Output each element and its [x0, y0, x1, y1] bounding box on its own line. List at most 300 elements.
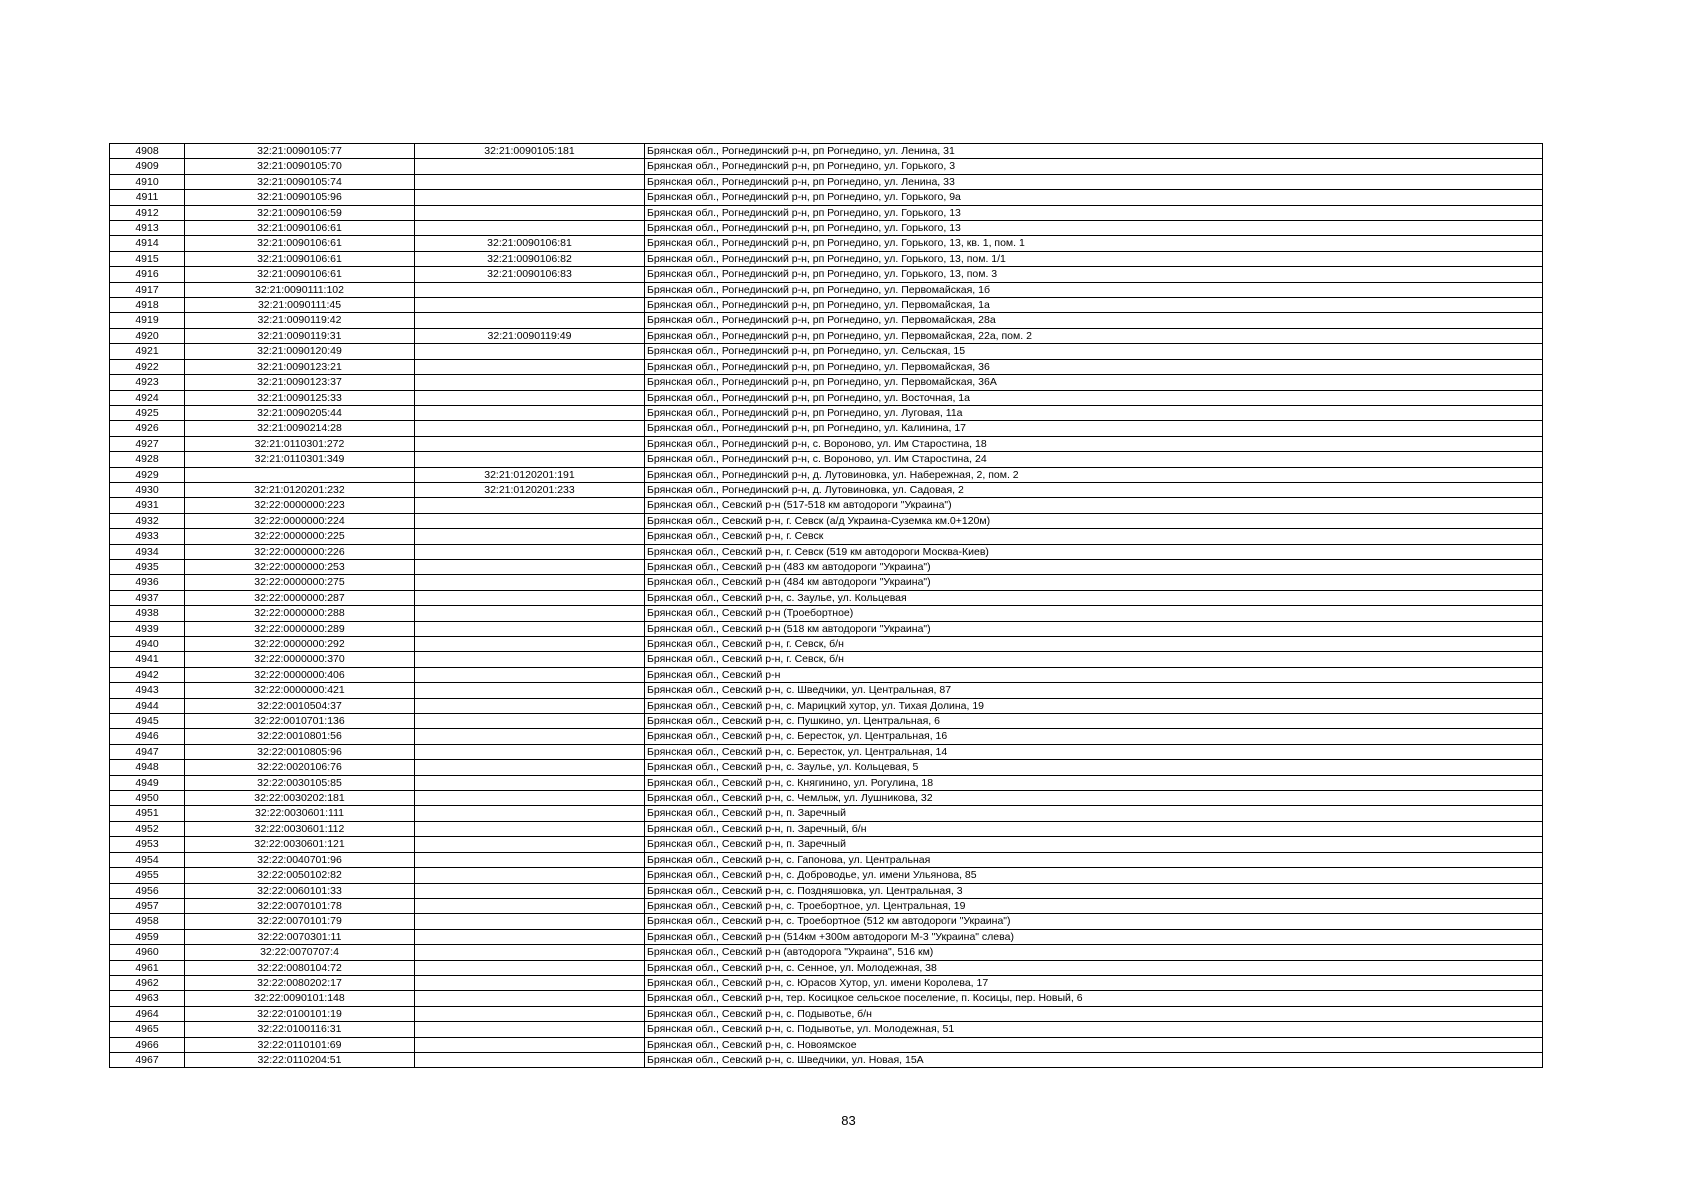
row-number-cell: 4930 — [110, 482, 185, 497]
address-cell: Брянская обл., Севский р-н, г. Севск — [645, 529, 1543, 544]
object-cadastral-number-cell — [415, 868, 645, 883]
cadastral-number-cell: 32:21:0090125:33 — [185, 390, 415, 405]
address-cell: Брянская обл., Севский р-н, п. Заречный — [645, 837, 1543, 852]
row-number-cell: 4944 — [110, 698, 185, 713]
cadastral-number-cell: 32:22:0030202:181 — [185, 791, 415, 806]
row-number-cell: 4953 — [110, 837, 185, 852]
address-cell: Брянская обл., Рогнединский р-н, рп Рогнедино, ул. Первомайская, 22а, пом. 2 — [645, 328, 1543, 343]
object-cadastral-number-cell — [415, 159, 645, 174]
row-number-cell: 4916 — [110, 267, 185, 282]
table-row — [110, 513, 1543, 528]
address-cell: Брянская обл., Севский р-н, г. Севск (519 км автодороги Москва-Киев) — [645, 544, 1543, 559]
address-cell: Брянская обл., Севский р-н, с. Бересток, ул. Центральная, 14 — [645, 744, 1543, 759]
row-number-cell: 4933 — [110, 529, 185, 544]
cadastral-number-cell: 32:22:0030105:85 — [185, 775, 415, 790]
row-number-cell: 4912 — [110, 205, 185, 220]
row-number-cell: 4918 — [110, 298, 185, 313]
cadastral-number-cell: 32:22:0000000:253 — [185, 559, 415, 574]
address-cell: Брянская обл., Севский р-н — [645, 667, 1543, 682]
registry-table-body — [110, 144, 1543, 1068]
cadastral-number-cell: 32:21:0090214:28 — [185, 421, 415, 436]
table-row — [110, 883, 1543, 898]
address-cell: Брянская обл., Севский р-н, г. Севск, б/н — [645, 652, 1543, 667]
row-number-cell: 4956 — [110, 883, 185, 898]
address-cell: Брянская обл., Севский р-н, г. Севск, б/н — [645, 637, 1543, 652]
cadastral-number-cell: 32:21:0090123:37 — [185, 375, 415, 390]
table-row — [110, 929, 1543, 944]
object-cadastral-number-cell — [415, 852, 645, 867]
table-row — [110, 775, 1543, 790]
row-number-cell: 4931 — [110, 498, 185, 513]
row-number-cell: 4941 — [110, 652, 185, 667]
row-number-cell: 4942 — [110, 667, 185, 682]
row-number-cell: 4927 — [110, 436, 185, 451]
table-row — [110, 868, 1543, 883]
object-cadastral-number-cell: 32:21:0090105:181 — [415, 144, 645, 159]
address-cell: Брянская обл., Рогнединский р-н, рп Рогнедино, ул. Горького, 13 — [645, 221, 1543, 236]
row-number-cell: 4926 — [110, 421, 185, 436]
address-cell: Брянская обл., Рогнединский р-н, рп Рогнедино, ул. Сельская, 15 — [645, 344, 1543, 359]
address-cell: Брянская обл., Рогнединский р-н, с. Вороново, ул. Им Старостина, 24 — [645, 452, 1543, 467]
row-number-cell: 4922 — [110, 359, 185, 374]
row-number-cell: 4949 — [110, 775, 185, 790]
cadastral-number-cell: 32:22:0110101:69 — [185, 1037, 415, 1052]
address-cell: Брянская обл., Рогнединский р-н, рп Рогнедино, ул. Калинина, 17 — [645, 421, 1543, 436]
table-row — [110, 590, 1543, 605]
row-number-cell: 4948 — [110, 760, 185, 775]
object-cadastral-number-cell — [415, 775, 645, 790]
row-number-cell: 4939 — [110, 621, 185, 636]
address-cell: Брянская обл., Севский р-н (Троебортное) — [645, 606, 1543, 621]
object-cadastral-number-cell: 32:21:0120201:233 — [415, 482, 645, 497]
address-cell: Брянская обл., Рогнединский р-н, д. Лутовиновка, ул. Набережная, 2, пом. 2 — [645, 467, 1543, 482]
table-row — [110, 190, 1543, 205]
row-number-cell: 4920 — [110, 328, 185, 343]
cadastral-number-cell: 32:21:0090105:77 — [185, 144, 415, 159]
cadastral-number-cell: 32:21:0110301:272 — [185, 436, 415, 451]
object-cadastral-number-cell — [415, 929, 645, 944]
cadastral-number-cell: 32:22:0030601:111 — [185, 806, 415, 821]
address-cell: Брянская обл., Рогнединский р-н, рп Рогнедино, ул. Горького, 13, кв. 1, пом. 1 — [645, 236, 1543, 251]
row-number-cell: 4967 — [110, 1052, 185, 1067]
address-cell: Брянская обл., Севский р-н (483 км автодороги "Украина") — [645, 559, 1543, 574]
cadastral-number-cell: 32:22:0000000:224 — [185, 513, 415, 528]
object-cadastral-number-cell — [415, 898, 645, 913]
table-row — [110, 683, 1543, 698]
row-number-cell: 4952 — [110, 821, 185, 836]
page-number: 83 — [841, 1113, 856, 1128]
address-cell: Брянская обл., Рогнединский р-н, рп Рогнедино, ул. Луговая, 11а — [645, 405, 1543, 420]
table-row — [110, 205, 1543, 220]
object-cadastral-number-cell — [415, 714, 645, 729]
object-cadastral-number-cell — [415, 1037, 645, 1052]
address-cell: Брянская обл., Севский р-н, с. Новоямское — [645, 1037, 1543, 1052]
object-cadastral-number-cell — [415, 744, 645, 759]
table-row — [110, 236, 1543, 251]
address-cell: Брянская обл., Рогнединский р-н, рп Рогнедино, ул. Горького, 9а — [645, 190, 1543, 205]
object-cadastral-number-cell — [415, 667, 645, 682]
cadastral-number-cell: 32:22:0050102:82 — [185, 868, 415, 883]
row-number-cell: 4937 — [110, 590, 185, 605]
cadastral-number-cell: 32:22:0020106:76 — [185, 760, 415, 775]
row-number-cell: 4936 — [110, 575, 185, 590]
cadastral-number-cell: 32:21:0090106:61 — [185, 267, 415, 282]
object-cadastral-number-cell — [415, 190, 645, 205]
table-row — [110, 313, 1543, 328]
address-cell: Брянская обл., Севский р-н, с. Шведчики, ул. Центральная, 87 — [645, 683, 1543, 698]
table-row — [110, 821, 1543, 836]
cadastral-number-cell: 32:21:0090123:21 — [185, 359, 415, 374]
address-cell: Брянская обл., Рогнединский р-н, рп Рогнедино, ул. Горького, 13, пом. 3 — [645, 267, 1543, 282]
cadastral-number-cell: 32:22:0000000:223 — [185, 498, 415, 513]
object-cadastral-number-cell — [415, 498, 645, 513]
cadastral-number-cell: 32:22:0110204:51 — [185, 1052, 415, 1067]
cadastral-number-cell: 32:21:0090106:61 — [185, 236, 415, 251]
row-number-cell: 4935 — [110, 559, 185, 574]
object-cadastral-number-cell — [415, 313, 645, 328]
address-cell: Брянская обл., Севский р-н, п. Заречный, б/н — [645, 821, 1543, 836]
cadastral-number-cell: 32:22:0030601:112 — [185, 821, 415, 836]
object-cadastral-number-cell — [415, 621, 645, 636]
cadastral-number-cell: 32:22:0000000:275 — [185, 575, 415, 590]
table-row — [110, 452, 1543, 467]
row-number-cell: 4908 — [110, 144, 185, 159]
address-cell: Брянская обл., Рогнединский р-н, рп Рогнедино, ул. Ленина, 31 — [645, 144, 1543, 159]
address-cell: Брянская обл., Севский р-н, с. Доброводье, ул. имени Ульянова, 85 — [645, 868, 1543, 883]
table-row — [110, 914, 1543, 929]
table-row — [110, 405, 1543, 420]
object-cadastral-number-cell — [415, 405, 645, 420]
table-row — [110, 806, 1543, 821]
cadastral-number-cell: 32:22:0070707:4 — [185, 945, 415, 960]
cadastral-number-cell: 32:21:0090205:44 — [185, 405, 415, 420]
address-cell: Брянская обл., Севский р-н, с. Подывотье, б/н — [645, 1006, 1543, 1021]
table-row — [110, 791, 1543, 806]
address-cell: Брянская обл., Севский р-н, с. Юрасов Хутор, ул. имени Королева, 17 — [645, 975, 1543, 990]
table-row — [110, 298, 1543, 313]
object-cadastral-number-cell — [415, 513, 645, 528]
address-cell: Брянская обл., Рогнединский р-н, рп Рогнедино, ул. Горького, 3 — [645, 159, 1543, 174]
row-number-cell: 4919 — [110, 313, 185, 328]
row-number-cell: 4950 — [110, 791, 185, 806]
address-cell: Брянская обл., Рогнединский р-н, с. Вороново, ул. Им Старостина, 18 — [645, 436, 1543, 451]
table-row — [110, 852, 1543, 867]
object-cadastral-number-cell: 32:21:0090106:83 — [415, 267, 645, 282]
row-number-cell: 4959 — [110, 929, 185, 944]
table-row — [110, 945, 1543, 960]
address-cell: Брянская обл., Рогнединский р-н, рп Рогнедино, ул. Горького, 13, пом. 1/1 — [645, 251, 1543, 266]
table-row — [110, 1037, 1543, 1052]
row-number-cell: 4954 — [110, 852, 185, 867]
address-cell: Брянская обл., Рогнединский р-н, рп Рогнедино, ул. Горького, 13 — [645, 205, 1543, 220]
cadastral-number-cell: 32:22:0010801:56 — [185, 729, 415, 744]
cadastral-number-cell: 32:22:0000000:287 — [185, 590, 415, 605]
cadastral-number-cell: 32:22:0010805:96 — [185, 744, 415, 759]
row-number-cell: 4945 — [110, 714, 185, 729]
row-number-cell: 4913 — [110, 221, 185, 236]
row-number-cell: 4960 — [110, 945, 185, 960]
object-cadastral-number-cell — [415, 529, 645, 544]
address-cell: Брянская обл., Севский р-н, с. Шведчики, ул. Новая, 15А — [645, 1052, 1543, 1067]
table-row — [110, 575, 1543, 590]
address-cell: Брянская обл., Севский р-н, с. Троебортное (512 км автодороги "Украина") — [645, 914, 1543, 929]
row-number-cell: 4961 — [110, 960, 185, 975]
cadastral-number-cell: 32:22:0080104:72 — [185, 960, 415, 975]
cadastral-number-cell: 32:21:0110301:349 — [185, 452, 415, 467]
row-number-cell: 4938 — [110, 606, 185, 621]
cadastral-number-cell: 32:21:0090106:59 — [185, 205, 415, 220]
address-cell: Брянская обл., Севский р-н, с. Заулье, ул. Кольцевая, 5 — [645, 760, 1543, 775]
address-cell: Брянская обл., Севский р-н, с. Бересток, ул. Центральная, 16 — [645, 729, 1543, 744]
object-cadastral-number-cell — [415, 729, 645, 744]
object-cadastral-number-cell — [415, 960, 645, 975]
address-cell: Брянская обл., Севский р-н, с. Подывотье, ул. Молодежная, 51 — [645, 1022, 1543, 1037]
cadastral-number-cell: 32:22:0100101:19 — [185, 1006, 415, 1021]
table-row — [110, 606, 1543, 621]
table-row — [110, 344, 1543, 359]
object-cadastral-number-cell — [415, 1006, 645, 1021]
address-cell: Брянская обл., Севский р-н, с. Поздняшовка, ул. Центральная, 3 — [645, 883, 1543, 898]
row-number-cell: 4911 — [110, 190, 185, 205]
row-number-cell: 4917 — [110, 282, 185, 297]
table-row — [110, 760, 1543, 775]
cadastral-number-cell: 32:22:0080202:17 — [185, 975, 415, 990]
address-cell: Брянская обл., Севский р-н, с. Заулье, ул. Кольцевая — [645, 590, 1543, 605]
table-row — [110, 328, 1543, 343]
object-cadastral-number-cell: 32:21:0090106:82 — [415, 251, 645, 266]
table-row — [110, 221, 1543, 236]
row-number-cell: 4946 — [110, 729, 185, 744]
address-cell: Брянская обл., Севский р-н, с. Чемлыж, ул. Лушникова, 32 — [645, 791, 1543, 806]
table-row — [110, 637, 1543, 652]
table-row — [110, 467, 1543, 482]
object-cadastral-number-cell — [415, 606, 645, 621]
address-cell: Брянская обл., Рогнединский р-н, рп Рогнедино, ул. Восточная, 1а — [645, 390, 1543, 405]
object-cadastral-number-cell — [415, 390, 645, 405]
object-cadastral-number-cell: 32:21:0090106:81 — [415, 236, 645, 251]
object-cadastral-number-cell — [415, 991, 645, 1006]
cadastral-number-cell: 32:21:0090119:31 — [185, 328, 415, 343]
row-number-cell: 4915 — [110, 251, 185, 266]
cadastral-number-cell: 32:21:0090119:42 — [185, 313, 415, 328]
object-cadastral-number-cell — [415, 375, 645, 390]
table-row — [110, 144, 1543, 159]
row-number-cell: 4925 — [110, 405, 185, 420]
table-row — [110, 251, 1543, 266]
cadastral-number-cell: 32:22:0030601:121 — [185, 837, 415, 852]
object-cadastral-number-cell: 32:21:0120201:191 — [415, 467, 645, 482]
row-number-cell: 4929 — [110, 467, 185, 482]
row-number-cell: 4958 — [110, 914, 185, 929]
address-cell: Брянская обл., Севский р-н (518 км автодороги "Украина") — [645, 621, 1543, 636]
row-number-cell: 4914 — [110, 236, 185, 251]
cadastral-number-cell: 32:22:0100116:31 — [185, 1022, 415, 1037]
object-cadastral-number-cell — [415, 1022, 645, 1037]
address-cell: Брянская обл., Севский р-н (484 км автодороги "Украина") — [645, 575, 1543, 590]
address-cell: Брянская обл., Севский р-н, с. Троебортное, ул. Центральная, 19 — [645, 898, 1543, 913]
row-number-cell: 4932 — [110, 513, 185, 528]
object-cadastral-number-cell — [415, 359, 645, 374]
address-cell: Брянская обл., Севский р-н (517-518 км автодороги "Украина") — [645, 498, 1543, 513]
table-row — [110, 744, 1543, 759]
table-row — [110, 174, 1543, 189]
address-cell: Брянская обл., Рогнединский р-н, рп Рогнедино, ул. Первомайская, 28а — [645, 313, 1543, 328]
object-cadastral-number-cell — [415, 637, 645, 652]
cadastral-number-cell: 32:22:0070301:11 — [185, 929, 415, 944]
address-cell: Брянская обл., Рогнединский р-н, рп Рогнедино, ул. Первомайская, 1а — [645, 298, 1543, 313]
table-row — [110, 390, 1543, 405]
address-cell: Брянская обл., Рогнединский р-н, рп Рогнедино, ул. Первомайская, 36 — [645, 359, 1543, 374]
object-cadastral-number-cell — [415, 837, 645, 852]
object-cadastral-number-cell — [415, 883, 645, 898]
table-row — [110, 667, 1543, 682]
cadastral-number-cell: 32:21:0090106:61 — [185, 221, 415, 236]
cadastral-number-cell: 32:22:0000000:406 — [185, 667, 415, 682]
table-row — [110, 621, 1543, 636]
table-row — [110, 421, 1543, 436]
row-number-cell: 4924 — [110, 390, 185, 405]
object-cadastral-number-cell — [415, 975, 645, 990]
object-cadastral-number-cell — [415, 205, 645, 220]
row-number-cell: 4964 — [110, 1006, 185, 1021]
object-cadastral-number-cell — [415, 452, 645, 467]
object-cadastral-number-cell — [415, 298, 645, 313]
cadastral-number-cell: 32:22:0000000:225 — [185, 529, 415, 544]
address-cell: Брянская обл., Севский р-н, тер. Косицкое сельское поселение, п. Косицы, пер. Новый, 6 — [645, 991, 1543, 1006]
object-cadastral-number-cell — [415, 652, 645, 667]
object-cadastral-number-cell — [415, 698, 645, 713]
object-cadastral-number-cell — [415, 174, 645, 189]
row-number-cell: 4940 — [110, 637, 185, 652]
table-row — [110, 898, 1543, 913]
cadastral-number-cell: 32:21:0090105:70 — [185, 159, 415, 174]
object-cadastral-number-cell — [415, 945, 645, 960]
cadastral-number-cell: 32:22:0040701:96 — [185, 852, 415, 867]
cadastral-number-cell: 32:21:0090106:61 — [185, 251, 415, 266]
table-row — [110, 436, 1543, 451]
table-row — [110, 698, 1543, 713]
cadastral-number-cell: 32:21:0090111:45 — [185, 298, 415, 313]
table-row — [110, 529, 1543, 544]
cadastral-number-cell: 32:22:0010504:37 — [185, 698, 415, 713]
address-cell: Брянская обл., Севский р-н, п. Заречный — [645, 806, 1543, 821]
address-cell: Брянская обл., Севский р-н, с. Марицкий хутор, ул. Тихая Долина, 19 — [645, 698, 1543, 713]
address-cell: Брянская обл., Рогнединский р-н, рп Рогнедино, ул. Первомайская, 1б — [645, 282, 1543, 297]
cadastral-number-cell: 32:21:0120201:232 — [185, 482, 415, 497]
cadastral-number-cell: 32:22:0070101:79 — [185, 914, 415, 929]
cadastral-number-cell: 32:21:0090120:49 — [185, 344, 415, 359]
object-cadastral-number-cell — [415, 421, 645, 436]
table-row — [110, 975, 1543, 990]
table-row — [110, 544, 1543, 559]
table-row — [110, 960, 1543, 975]
cadastral-number-cell: 32:22:0070101:78 — [185, 898, 415, 913]
cadastral-number-cell — [185, 467, 415, 482]
cadastral-number-cell: 32:22:0000000:292 — [185, 637, 415, 652]
table-row — [110, 498, 1543, 513]
cadastral-number-cell: 32:22:0090101:148 — [185, 991, 415, 1006]
row-number-cell: 4962 — [110, 975, 185, 990]
row-number-cell: 4951 — [110, 806, 185, 821]
address-cell: Брянская обл., Рогнединский р-н, рп Рогнедино, ул. Ленина, 33 — [645, 174, 1543, 189]
row-number-cell: 4947 — [110, 744, 185, 759]
object-cadastral-number-cell: 32:21:0090119:49 — [415, 328, 645, 343]
row-number-cell: 4955 — [110, 868, 185, 883]
address-cell: Брянская обл., Севский р-н, с. Сенное, ул. Молодежная, 38 — [645, 960, 1543, 975]
object-cadastral-number-cell — [415, 590, 645, 605]
cadastral-number-cell: 32:22:0000000:226 — [185, 544, 415, 559]
cadastral-number-cell: 32:22:0010701:136 — [185, 714, 415, 729]
object-cadastral-number-cell — [415, 344, 645, 359]
row-number-cell: 4966 — [110, 1037, 185, 1052]
table-row — [110, 714, 1543, 729]
object-cadastral-number-cell — [415, 221, 645, 236]
row-number-cell: 4934 — [110, 544, 185, 559]
cadastral-number-cell: 32:21:0090105:96 — [185, 190, 415, 205]
row-number-cell: 4943 — [110, 683, 185, 698]
table-row — [110, 991, 1543, 1006]
cadastral-number-cell: 32:21:0090111:102 — [185, 282, 415, 297]
object-cadastral-number-cell — [415, 760, 645, 775]
table-row — [110, 267, 1543, 282]
table-row — [110, 559, 1543, 574]
table-row — [110, 652, 1543, 667]
address-cell: Брянская обл., Севский р-н, г. Севск (а/д Украина-Суземка км.0+120м) — [645, 513, 1543, 528]
row-number-cell: 4923 — [110, 375, 185, 390]
address-cell: Брянская обл., Севский р-н (автодорога "Украина", 516 км) — [645, 945, 1543, 960]
address-cell: Брянская обл., Рогнединский р-н, рп Рогнедино, ул. Первомайская, 36А — [645, 375, 1543, 390]
address-cell: Брянская обл., Рогнединский р-н, д. Лутовиновка, ул. Садовая, 2 — [645, 482, 1543, 497]
object-cadastral-number-cell — [415, 914, 645, 929]
cadastral-number-cell: 32:22:0000000:370 — [185, 652, 415, 667]
row-number-cell: 4909 — [110, 159, 185, 174]
table-row — [110, 837, 1543, 852]
table-row — [110, 482, 1543, 497]
cadastral-number-cell: 32:22:0060101:33 — [185, 883, 415, 898]
address-cell: Брянская обл., Севский р-н, с. Пушкино, ул. Центральная, 6 — [645, 714, 1543, 729]
table-row — [110, 159, 1543, 174]
object-cadastral-number-cell — [415, 1052, 645, 1067]
row-number-cell: 4963 — [110, 991, 185, 1006]
row-number-cell: 4928 — [110, 452, 185, 467]
row-number-cell: 4957 — [110, 898, 185, 913]
table-row — [110, 375, 1543, 390]
cadastral-number-cell: 32:22:0000000:288 — [185, 606, 415, 621]
row-number-cell: 4921 — [110, 344, 185, 359]
row-number-cell: 4910 — [110, 174, 185, 189]
object-cadastral-number-cell — [415, 575, 645, 590]
cadastral-number-cell: 32:22:0000000:421 — [185, 683, 415, 698]
address-cell: Брянская обл., Севский р-н, с. Гапонова, ул. Центральная — [645, 852, 1543, 867]
cadastral-number-cell: 32:22:0000000:289 — [185, 621, 415, 636]
registry-table — [109, 143, 1543, 1068]
table-row — [110, 729, 1543, 744]
table-row — [110, 1022, 1543, 1037]
object-cadastral-number-cell — [415, 559, 645, 574]
object-cadastral-number-cell — [415, 821, 645, 836]
object-cadastral-number-cell — [415, 791, 645, 806]
address-cell: Брянская обл., Севский р-н, с. Княгинино, ул. Рогулина, 18 — [645, 775, 1543, 790]
table-row — [110, 282, 1543, 297]
address-cell: Брянская обл., Севский р-н (514км +300м автодороги М-3 "Украина" слева) — [645, 929, 1543, 944]
object-cadastral-number-cell — [415, 683, 645, 698]
object-cadastral-number-cell — [415, 436, 645, 451]
table-row — [110, 1052, 1543, 1067]
object-cadastral-number-cell — [415, 282, 645, 297]
row-number-cell: 4965 — [110, 1022, 185, 1037]
table-row — [110, 359, 1543, 374]
cadastral-number-cell: 32:21:0090105:74 — [185, 174, 415, 189]
